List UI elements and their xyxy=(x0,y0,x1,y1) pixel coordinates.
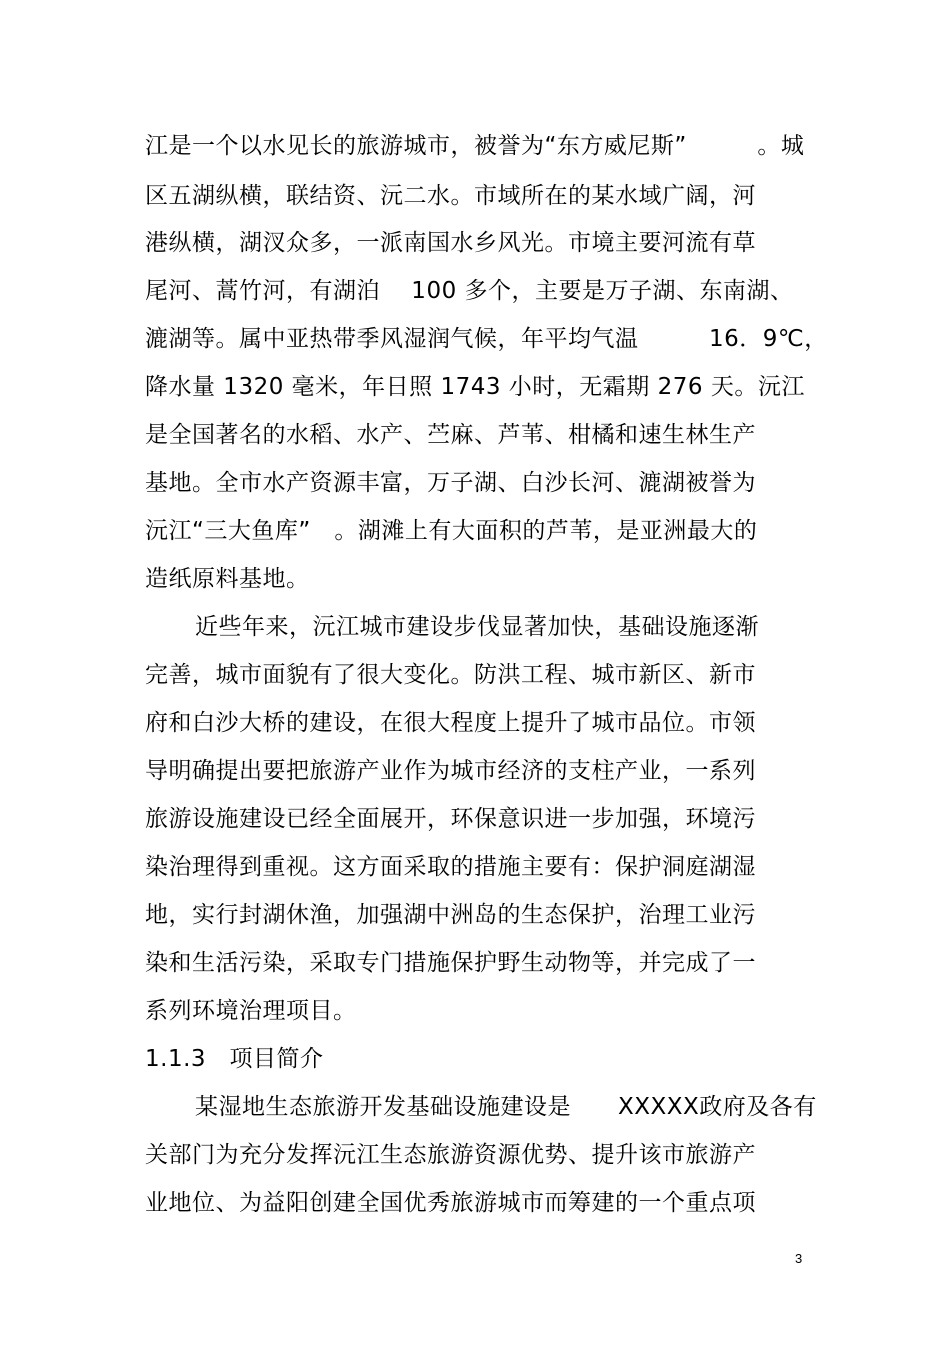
text-line: 区五湖纵横，联结资、沅二水。市域所在的某水域广阔，河 xyxy=(145,183,756,209)
text-line: 府和白沙大桥的建设，在很大程度上提升了城市品位。市领 xyxy=(145,710,756,736)
text-line: 旅游设施建设已经全面展开，环保意识进一步加强，环境污 xyxy=(145,806,756,832)
paragraph-first-line: 某湿地生态旅游开发基础设施建设是 XXXXX政府及各有 xyxy=(195,1094,817,1120)
text-line: 完善，城市面貌有了很大变化。防洪工程、城市新区、新市 xyxy=(145,662,756,688)
text-line: 业地位、为益阳创建全国优秀旅游城市而筹建的一个重点项 xyxy=(145,1190,756,1216)
page-number: 3 xyxy=(795,1251,803,1266)
text-line: 是全国著名的水稻、水产、苎麻、芦苇、柑橘和速生林生产 xyxy=(145,422,756,448)
text-line: 沅江“三大鱼库” 。湖滩上有大面积的芦苇，是亚洲最大的 xyxy=(145,518,758,544)
text-line: 造纸原料基地。 xyxy=(145,566,310,592)
text-line: 港纵横，湖汊众多，一派南国水乡风光。市境主要河流有草 xyxy=(145,230,756,256)
text-line: 漉湖等。属中亚热带季风湿润气候，年平均气温 16．9℃， xyxy=(145,326,828,352)
text-line: 染治理得到重视。这方面采取的措施主要有：保护洞庭湖湿 xyxy=(145,854,756,880)
paragraph-first-line: 近些年来，沅江城市建设步伐显著加快，基础设施逐渐 xyxy=(195,614,759,640)
text-line: 染和生活污染，采取专门措施保护野生动物等，并完成了一 xyxy=(145,950,756,976)
text-line: 尾河、蒿竹河，有湖泊 100 多个，主要是万子湖、东南湖、 xyxy=(145,278,794,304)
text-line: 降水量 1320 毫米，年日照 1743 小时，无霜期 276 天。沅江 xyxy=(145,374,805,400)
text-line: 基地。全市水产资源丰富，万子湖、白沙长河、漉湖被誉为 xyxy=(145,470,756,496)
text-line: 江是一个以水见长的旅游城市，被誉为“东方威尼斯” 。城 xyxy=(145,133,805,159)
text-line: 关部门为充分发挥沅江生态旅游资源优势、提升该市旅游产 xyxy=(145,1142,756,1168)
text-line: 地，实行封湖休渔，加强湖中洲岛的生态保护，治理工业污 xyxy=(145,902,756,928)
text-line: 导明确提出要把旅游产业作为城市经济的支柱产业，一系列 xyxy=(145,758,756,784)
text-line: 系列环境治理项目。 xyxy=(145,998,357,1024)
section-heading: 1.1.3 项目简介 xyxy=(145,1046,324,1072)
